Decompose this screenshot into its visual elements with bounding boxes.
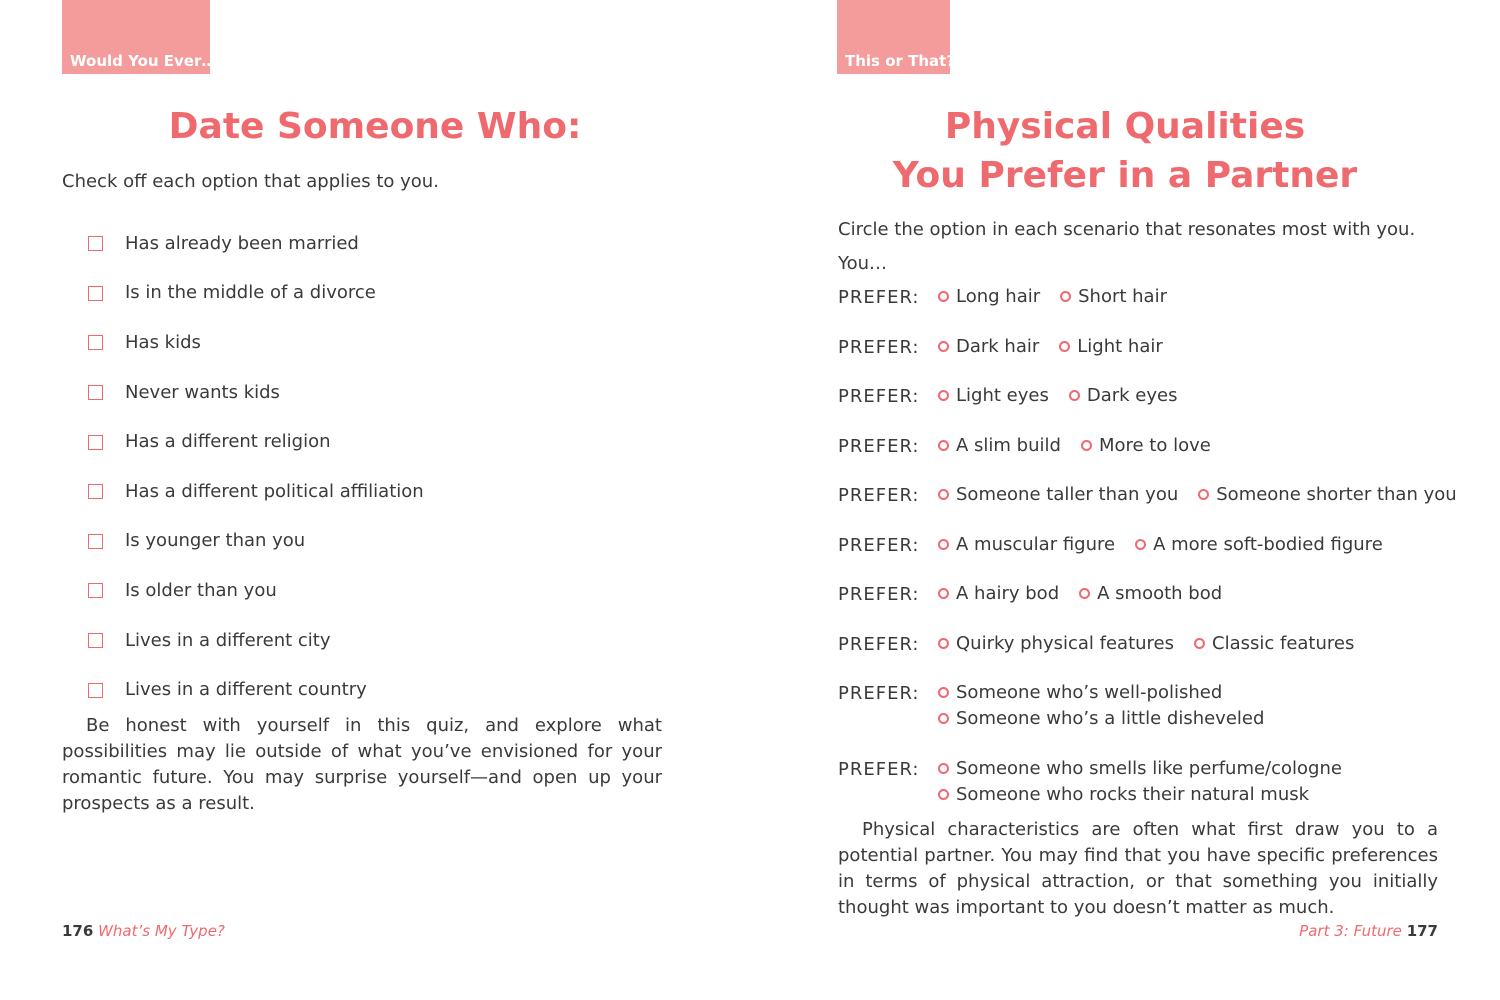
circle-icon — [1079, 588, 1090, 599]
page-footer — [62, 922, 225, 940]
body-paragraph: Be honest with yourself in this quiz, and explore what possibilities may lie outside of what you’ve envisioned for your romantic future. You may surprise yourself—and open up your prospects as a result. — [62, 715, 662, 814]
circle-icon — [938, 291, 949, 302]
option-b[interactable] — [1081, 433, 1211, 459]
option-a[interactable] — [938, 581, 1059, 607]
checklist-item-label: Lives in a different country — [125, 679, 367, 701]
preference-row — [838, 581, 1242, 608]
circle-icon — [938, 687, 949, 698]
checklist — [88, 219, 424, 715]
option-b[interactable] — [938, 706, 1264, 732]
circle-icon — [1194, 638, 1205, 649]
option-a[interactable] — [938, 383, 1049, 409]
option-label: Someone shorter than you — [1216, 484, 1457, 505]
checklist-item[interactable] — [88, 467, 424, 517]
checkbox[interactable] — [88, 236, 103, 251]
option-label: Long hair — [956, 286, 1041, 307]
circle-icon — [1060, 291, 1071, 302]
checklist-item[interactable] — [88, 318, 424, 368]
checklist-item-label: Has already been married — [125, 232, 359, 254]
option-b[interactable] — [1060, 284, 1167, 310]
checklist-item[interactable] — [88, 616, 424, 666]
circle-icon — [1069, 390, 1080, 401]
book-title: What’s My Type? — [98, 922, 225, 940]
circle-icon — [938, 539, 949, 550]
option-b[interactable] — [1069, 383, 1178, 409]
option-a[interactable] — [938, 756, 1342, 782]
prefer-label: PREFER: — [838, 286, 920, 308]
checklist-item-label: Has kids — [125, 331, 201, 353]
circle-icon — [1059, 341, 1070, 352]
instructions: Circle the option in each scenario that resonates most with you. — [838, 219, 1416, 240]
checklist-item-label: Has a different political affiliation — [125, 480, 424, 502]
section-tab: Would You Ever… — [62, 0, 210, 74]
checkbox[interactable] — [88, 335, 103, 350]
option-label: A hairy bod — [956, 583, 1060, 604]
option-label: Someone who’s well-polished — [956, 682, 1223, 703]
option-a[interactable] — [938, 532, 1115, 558]
preference-row — [838, 433, 1231, 460]
option-a[interactable] — [938, 284, 1040, 310]
option-label: Classic features — [1212, 633, 1355, 654]
checkbox[interactable] — [88, 683, 103, 698]
preference-row — [838, 383, 1197, 410]
checklist-item-label: Lives in a different city — [125, 629, 331, 651]
option-b[interactable] — [1198, 482, 1456, 508]
circle-icon — [938, 341, 949, 352]
circle-icon — [938, 763, 949, 774]
checklist-item[interactable] — [88, 566, 424, 616]
circle-icon — [938, 789, 949, 800]
option-a[interactable] — [938, 433, 1061, 459]
option-label: A muscular figure — [956, 534, 1116, 555]
checklist-item[interactable] — [88, 417, 424, 467]
option-b[interactable] — [1135, 532, 1383, 558]
preference-row — [838, 482, 1477, 509]
option-label: Someone who rocks their natural musk — [956, 784, 1310, 805]
circle-icon — [1081, 440, 1092, 451]
prefer-label: PREFER: — [838, 435, 920, 457]
page-title-line-2: You Prefer in a Partner — [892, 155, 1358, 196]
instructions: Check off each option that applies to you. — [62, 171, 439, 192]
option-label: Dark eyes — [1086, 385, 1178, 406]
checkbox[interactable] — [88, 534, 103, 549]
circle-icon — [938, 713, 949, 724]
option-label: A more soft-bodied figure — [1153, 534, 1383, 555]
checkbox[interactable] — [88, 286, 103, 301]
option-a[interactable] — [938, 631, 1174, 657]
lead-in: You… — [838, 253, 888, 274]
prefer-label: PREFER: — [838, 385, 920, 407]
option-label: Short hair — [1078, 286, 1167, 307]
page-title: Date Someone Who: — [168, 106, 582, 147]
option-a[interactable] — [938, 482, 1178, 508]
option-label: Someone who smells like perfume/cologne — [956, 758, 1342, 779]
checkbox[interactable] — [88, 435, 103, 450]
prefer-label: PREFER: — [838, 336, 920, 358]
preference-row — [838, 284, 1187, 311]
prefer-label: PREFER: — [838, 484, 920, 506]
prefer-label: PREFER: — [838, 583, 920, 605]
checklist-item[interactable] — [88, 219, 424, 269]
option-label: A smooth bod — [1097, 583, 1223, 604]
checklist-item[interactable] — [88, 665, 424, 715]
option-b[interactable] — [1059, 334, 1162, 360]
option-b[interactable] — [938, 782, 1342, 808]
section-name: Part 3: Future — [1299, 922, 1402, 940]
checklist-item-label: Is younger than you — [125, 530, 306, 552]
option-label: Quirky physical features — [956, 633, 1175, 654]
option-label: Light eyes — [956, 385, 1049, 406]
preference-row — [838, 334, 1183, 361]
circle-icon — [938, 588, 949, 599]
option-label: Someone taller than you — [956, 484, 1179, 505]
circle-icon — [938, 390, 949, 401]
option-b[interactable] — [1194, 631, 1354, 657]
page-title-line-1: Physical Qualities — [944, 106, 1306, 147]
checklist-item-label: Is older than you — [125, 579, 277, 601]
circle-icon — [938, 440, 949, 451]
option-label: Dark hair — [956, 336, 1040, 357]
section-tab: This or That? — [837, 0, 950, 74]
option-a[interactable] — [938, 334, 1039, 360]
checkbox[interactable] — [88, 484, 103, 499]
circle-icon — [1135, 539, 1146, 550]
preference-row — [838, 756, 1362, 808]
checklist-item-label: Has a different religion — [125, 431, 331, 453]
page-number: 177 — [1406, 922, 1438, 940]
preference-row — [838, 532, 1403, 559]
preference-row — [838, 631, 1374, 658]
checklist-item-label: Is in the middle of a divorce — [125, 282, 376, 304]
right-page — [750, 0, 1500, 1000]
page-footer — [1299, 922, 1438, 940]
preference-row — [838, 680, 1284, 732]
checkbox[interactable] — [88, 583, 103, 598]
checklist-item[interactable] — [88, 517, 424, 567]
option-label: Light hair — [1077, 336, 1163, 357]
option-label: More to love — [1098, 435, 1211, 456]
option-b[interactable] — [1079, 581, 1222, 607]
option-label: Someone who’s a little disheveled — [956, 708, 1265, 729]
circle-icon — [938, 489, 949, 500]
body-paragraph: Physical characteristics are often what first draw you to a potential partner. You may find that you have specific preferences in terms of physical attraction, or that something you initially thought was important to you doesn’t matter as much. — [838, 819, 1438, 918]
option-label: A slim build — [956, 435, 1061, 456]
checkbox[interactable] — [88, 385, 103, 400]
circle-icon — [1198, 489, 1209, 500]
prefer-label: PREFER: — [838, 633, 920, 655]
checklist-item[interactable] — [88, 269, 424, 319]
prefer-label: PREFER: — [838, 682, 920, 704]
option-a[interactable] — [938, 680, 1264, 706]
checklist-item[interactable] — [88, 368, 424, 418]
prefer-label: PREFER: — [838, 758, 920, 780]
page-number: 176 — [62, 922, 94, 940]
checkbox[interactable] — [88, 633, 103, 648]
prefer-label: PREFER: — [838, 534, 920, 556]
checklist-item-label: Never wants kids — [125, 381, 280, 403]
circle-icon — [938, 638, 949, 649]
